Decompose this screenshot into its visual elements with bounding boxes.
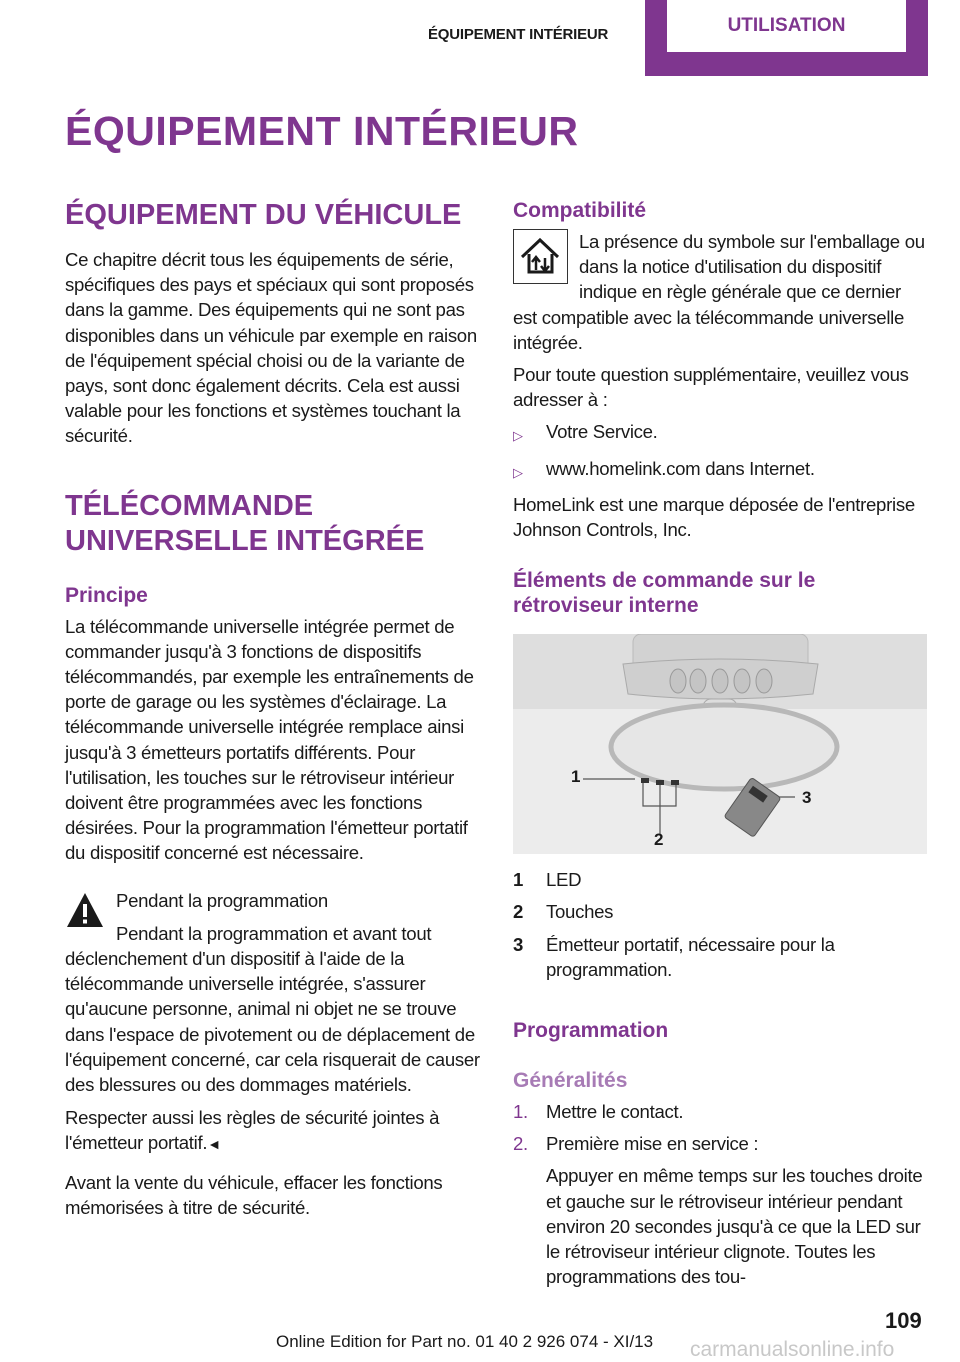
warning-text: Pendant la programmation et avant tout déclenchement d'un dispositif à l'aide de la télécommande universelle intégrée, s'assurer qu'aucune personne, animal ni objet ne se trouve dans l'espace de pivotement ou de déplacement de l'équipement concerné, car cela risquerait de causer des blessures ou des dommages matériels. bbox=[65, 922, 480, 1096]
para-homelink: HomeLink est une marque déposée de l'entreprise Johnson Controls, Inc. bbox=[513, 493, 915, 541]
heading-elements: Éléments de commande sur le rétroviseur interne bbox=[513, 569, 816, 618]
bullet-item bbox=[513, 456, 929, 485]
page-title: ÉQUIPEMENT INTÉRIEUR bbox=[65, 108, 579, 154]
para-principe: La télécommande universelle intégrée permet de commander jusqu'à 3 fonctions de dispositifs télécommandés, par exemple les entraînements de porte de garage ou les systèmes d'éclairage. La télécommande universelle intégrée remplace ainsi jusqu'à 3 émetteurs portatifs différents. Pour l'utilisation, les touches sur le rétroviseur intérieur doivent être programmées avec les fonctions désirées. Pour la programmation l'émetteur portatif du dispositif concerné est nécessaire. bbox=[65, 615, 474, 864]
header-section: ÉQUIPEMENT INTÉRIEUR bbox=[428, 26, 609, 43]
para-question: Pour toute question supplémentaire, veuillez vous adresser à : bbox=[513, 364, 909, 411]
figure-legend bbox=[513, 867, 929, 982]
para-compat: La présence du symbole sur l'emballage ou dans la notice d'utilisation du dispositif indique en règle générale que ce dernier est compatible avec la télécommande universelle intégrée. bbox=[513, 231, 925, 353]
heading-principe: Principe bbox=[65, 583, 148, 607]
end-mark-icon: ◄ bbox=[207, 1136, 221, 1153]
step-item bbox=[513, 1131, 929, 1156]
footer-edition: Online Edition for Part no. 01 40 2 926 074 - XI/13 bbox=[276, 1332, 654, 1351]
legend-number: 1 bbox=[513, 869, 524, 891]
legend-text: Touches bbox=[546, 901, 614, 923]
legend-text: LED bbox=[546, 869, 582, 891]
heading-programmation: Programmation bbox=[513, 1019, 669, 1043]
compat-block bbox=[513, 229, 929, 355]
legend-number: 2 bbox=[513, 901, 524, 923]
heading-compat: Compatibilité bbox=[513, 199, 647, 222]
step-detail: Appuyer en même temps sur les touches droite et gauche sur le rétroviseur intérieur pendant environ 20 secondes jusqu'à ce que la LED sur le rétroviseur intérieur clignote. Toutes les programmations des tou- bbox=[546, 1165, 923, 1288]
para-respect bbox=[65, 1105, 480, 1157]
triangle-bullet-icon: ▷ bbox=[513, 464, 523, 480]
bullet-item bbox=[513, 419, 929, 448]
step-number: 2. bbox=[513, 1133, 528, 1155]
header-tab[interactable] bbox=[645, 0, 928, 76]
warning-icon bbox=[65, 890, 105, 930]
bullet-text: Votre Service. bbox=[546, 421, 658, 443]
warning-title: Pendant la programmation bbox=[116, 889, 328, 911]
figure-label-2: 2 bbox=[654, 830, 664, 850]
watermark: carmanualsonline.info bbox=[690, 1338, 895, 1361]
para-sale: Avant la vente du véhicule, effacer les fonctions mémorisées à titre de sécurité. bbox=[65, 1171, 443, 1218]
triangle-bullet-icon: ▷ bbox=[513, 428, 523, 444]
step-text: Mettre le contact. bbox=[546, 1101, 684, 1123]
homelink-symbol-icon bbox=[513, 229, 568, 284]
left-column bbox=[65, 198, 480, 1220]
figure-label-3: 3 bbox=[802, 788, 812, 808]
mirror-figure bbox=[513, 634, 927, 854]
para-respect-text: Respecter aussi les règles de sécurité jointes à l'émetteur portatif. bbox=[65, 1107, 440, 1154]
heading-vehicle: ÉQUIPEMENT DU VÉHICULE bbox=[65, 199, 462, 231]
legend-item bbox=[513, 899, 929, 924]
heading-remote: TÉLÉCOMMANDE UNIVERSELLE INTÉGRÉE bbox=[65, 489, 425, 557]
step-text: Première mise en service : bbox=[546, 1133, 759, 1155]
figure-label-1: 1 bbox=[571, 767, 581, 787]
legend-item bbox=[513, 932, 929, 982]
right-column bbox=[513, 198, 929, 1289]
header-tab-label: UTILISATION bbox=[667, 0, 906, 52]
legend-text: Émetteur portatif, nécessaire pour la programmation. bbox=[546, 933, 835, 980]
steps-list bbox=[513, 1099, 929, 1289]
para-vehicle: Ce chapitre décrit tous les équipements de série, spécifiques des pays et spéciaux qui sont proposés dans la gamme. Des équipements qui ne sont pas disponibles dans un véhicule par exemple en raison de l'équipement spécial choisi ou de la variante de pays, sont donc également décrits. Cela est aussi valable pour les fonctions et systèmes touchant la sécurité. bbox=[65, 249, 477, 447]
legend-item bbox=[513, 867, 929, 892]
legend-number: 3 bbox=[513, 933, 524, 955]
page-number: 109 bbox=[885, 1308, 922, 1333]
bullet-link[interactable]: www.homelink.com dans Internet. bbox=[546, 457, 815, 479]
step-item bbox=[513, 1099, 929, 1124]
step-number: 1. bbox=[513, 1101, 528, 1123]
heading-generalites: Généralités bbox=[513, 1069, 628, 1093]
warning-block bbox=[65, 888, 480, 1098]
